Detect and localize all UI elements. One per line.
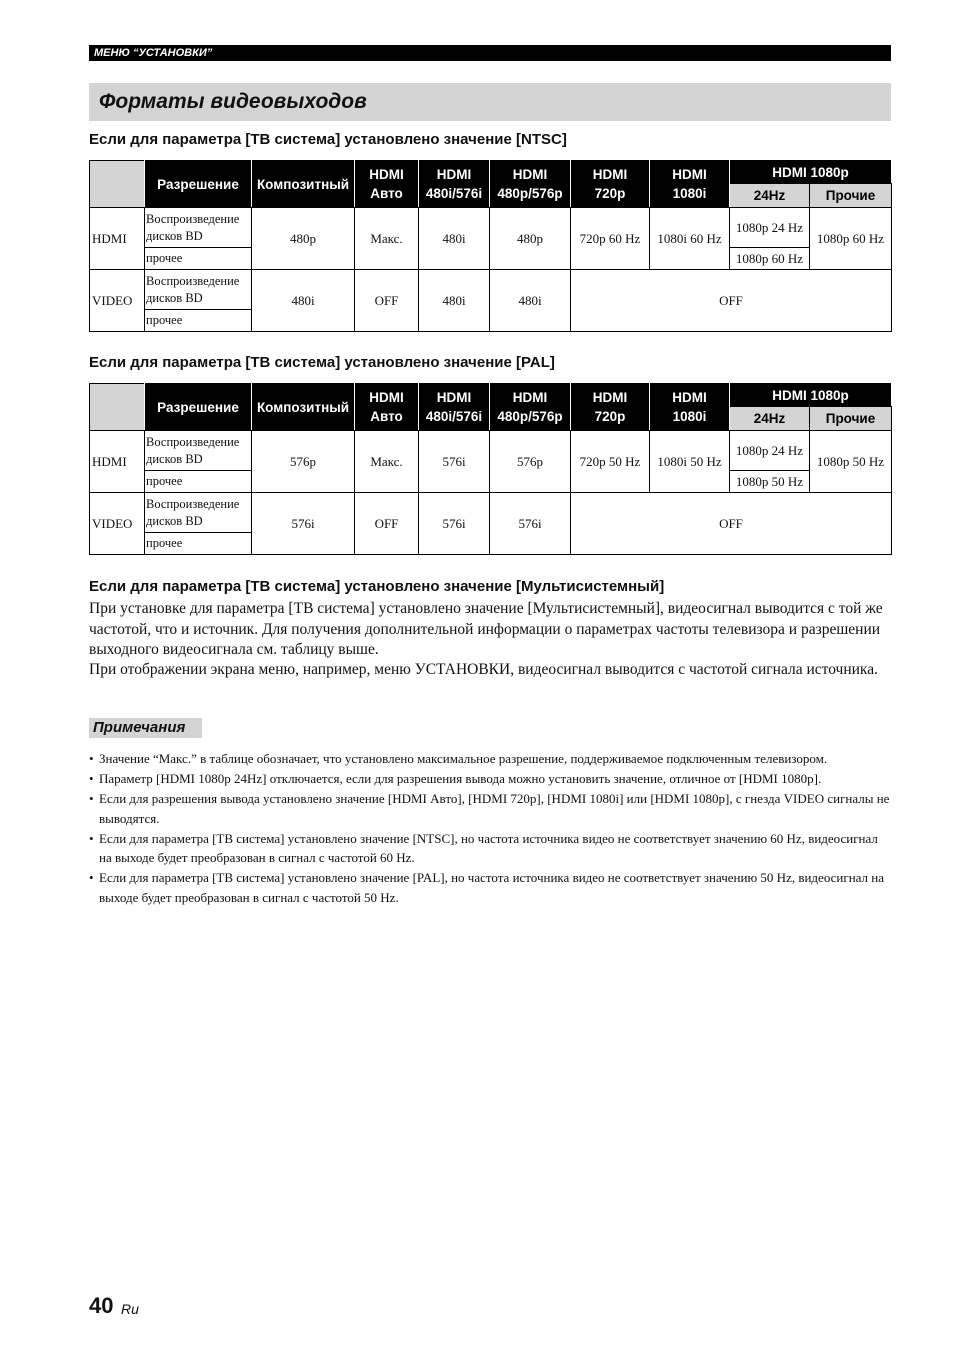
ntsc-table (89, 160, 892, 332)
bullet-icon: • (89, 830, 94, 846)
cell-1080i: 1080i 50 Hz (650, 431, 730, 493)
res-other: прочее (145, 310, 252, 332)
cell-24hz-other: 1080p 60 Hz (730, 248, 810, 270)
cell-composite: 576p (252, 431, 355, 493)
cell-24hz-other: 1080p 50 Hz (730, 471, 810, 493)
ntsc-heading: Если для параметра [ТВ система] установлено значение [NTSC] (89, 131, 567, 148)
note-item: • Значение “Макс.” в таблице обозначает, что установлено максимальное разрешение, поддерживаемое подключенным телевизором. (89, 749, 891, 769)
cell-720p: 720p 50 Hz (571, 431, 650, 493)
cell-480p: 576p (490, 431, 571, 493)
pal-heading: Если для параметра [ТВ система] установлено значение [PAL] (89, 354, 555, 371)
bullet-icon: • (89, 870, 94, 885)
page-title: Форматы видеовыходов (89, 83, 891, 121)
col-hdmi-720p: HDMI 720p (571, 161, 650, 208)
res-bd: Воспроизведение дисков BD (145, 270, 252, 310)
col-hdmi-1080p: HDMI 1080p (730, 384, 892, 407)
notes-label: Примечания (89, 718, 202, 738)
col-hdmi-480: HDMI 480i/576i (419, 161, 490, 208)
row-hdmi-label: HDMI (90, 431, 145, 493)
res-bd: Воспроизведение дисков BD (145, 208, 252, 248)
cell-720p: 720p 60 Hz (571, 208, 650, 270)
row-hdmi-label: HDMI (90, 208, 145, 270)
cell-480p: 480i (490, 270, 571, 332)
res-bd: Воспроизведение дисков BD (145, 431, 252, 471)
cell-480: 480i (419, 270, 490, 332)
res-other: прочее (145, 471, 252, 493)
col-other: Прочие (810, 407, 892, 431)
cell-auto: Макс. (355, 431, 419, 493)
res-bd: Воспроизведение дисков BD (145, 493, 252, 533)
col-hdmi-1080p: HDMI 1080p (730, 161, 892, 184)
cell-auto: OFF (355, 493, 419, 555)
corner-cell (90, 161, 145, 208)
notes-list (89, 749, 891, 908)
col-hdmi-auto: HDMI Авто (355, 384, 419, 431)
col-24hz: 24Hz (730, 184, 810, 208)
cell-other: 1080p 60 Hz (810, 208, 892, 270)
multi-paragraph-1: При установке для параметра [ТВ система] установлено значение [Мультисистемный], видеосигнал выводится с той же частотой, что и источник. Для получения дополнительной информации о параметрах частоты телевизора и разрешении выходного видеосигнала см. таблицу выше. (89, 600, 883, 658)
cell-off: OFF (571, 493, 892, 555)
col-hdmi-720p: HDMI 720p (571, 384, 650, 431)
bullet-icon: • (89, 771, 94, 786)
note-item: • Параметр [HDMI 1080p 24Hz] отключается, если для разрешения вывода можно установить значение, отличное от [HDMI 1080p]. (89, 769, 891, 789)
cell-other: 1080p 50 Hz (810, 431, 892, 493)
row-video-label: VIDEO (90, 270, 145, 332)
section-header: МЕНЮ “УСТАНОВКИ” (89, 45, 891, 61)
col-hdmi-1080i: HDMI 1080i (650, 161, 730, 208)
cell-24hz-bd: 1080p 24 Hz (730, 431, 810, 471)
corner-cell (90, 384, 145, 431)
row-video-label: VIDEO (90, 493, 145, 555)
col-resolution: Разрешение (145, 384, 252, 431)
page-number: 40 (89, 1293, 114, 1318)
note-item: • Если для параметра [ТВ система] установлено значение [PAL], но частота источника видео не соответствует значению 50 Hz, видеосигнал на выходе будет преобразован в сигнал с частотой 50 Hz. (89, 870, 885, 905)
col-hdmi-480p: HDMI 480p/576p (490, 161, 571, 208)
col-other: Прочие (810, 184, 892, 208)
cell-480: 576i (419, 493, 490, 555)
bullet-icon: • (89, 751, 94, 766)
multi-paragraph-2: При отображении экрана меню, например, меню УСТАНОВКИ, видеосигнал выводится с частотой сигнала источника. (89, 661, 878, 678)
cell-off: OFF (571, 270, 892, 332)
res-other: прочее (145, 248, 252, 270)
col-hdmi-480p: HDMI 480p/576p (490, 384, 571, 431)
pal-table (89, 383, 892, 555)
page-language: Ru (121, 1301, 139, 1317)
col-resolution: Разрешение (145, 161, 252, 208)
col-24hz: 24Hz (730, 407, 810, 431)
col-composite: Композитный (252, 161, 355, 208)
cell-composite: 480p (252, 208, 355, 270)
cell-1080i: 1080i 60 Hz (650, 208, 730, 270)
cell-auto: Макс. (355, 208, 419, 270)
cell-480p: 576i (490, 493, 571, 555)
note-item: • Если для параметра [ТВ система] установлено значение [NTSC], но частота источника видео не соответствует значению 60 Hz, видеосигнал на выходе будет преобразован в сигнал с частотой 60 Hz. (89, 830, 878, 865)
cell-480: 480i (419, 208, 490, 270)
cell-480p: 480p (490, 208, 571, 270)
cell-24hz-bd: 1080p 24 Hz (730, 208, 810, 248)
bullet-icon: • (89, 791, 94, 806)
multi-heading: Если для параметра [ТВ система] установлено значение [Мультисистемный] (89, 578, 665, 595)
col-composite: Композитный (252, 384, 355, 431)
cell-auto: OFF (355, 270, 419, 332)
col-hdmi-480: HDMI 480i/576i (419, 384, 490, 431)
cell-480: 576i (419, 431, 490, 493)
cell-composite: 576i (252, 493, 355, 555)
col-hdmi-1080i: HDMI 1080i (650, 384, 730, 431)
note-item: • Если для разрешения вывода установлено значение [HDMI Авто], [HDMI 720p], [HDMI 1080i] или [HDMI 1080p], с гнезда VIDEO сигналы не выводятся. (89, 791, 890, 826)
res-other: прочее (145, 533, 252, 555)
col-hdmi-auto: HDMI Авто (355, 161, 419, 208)
cell-composite: 480i (252, 270, 355, 332)
